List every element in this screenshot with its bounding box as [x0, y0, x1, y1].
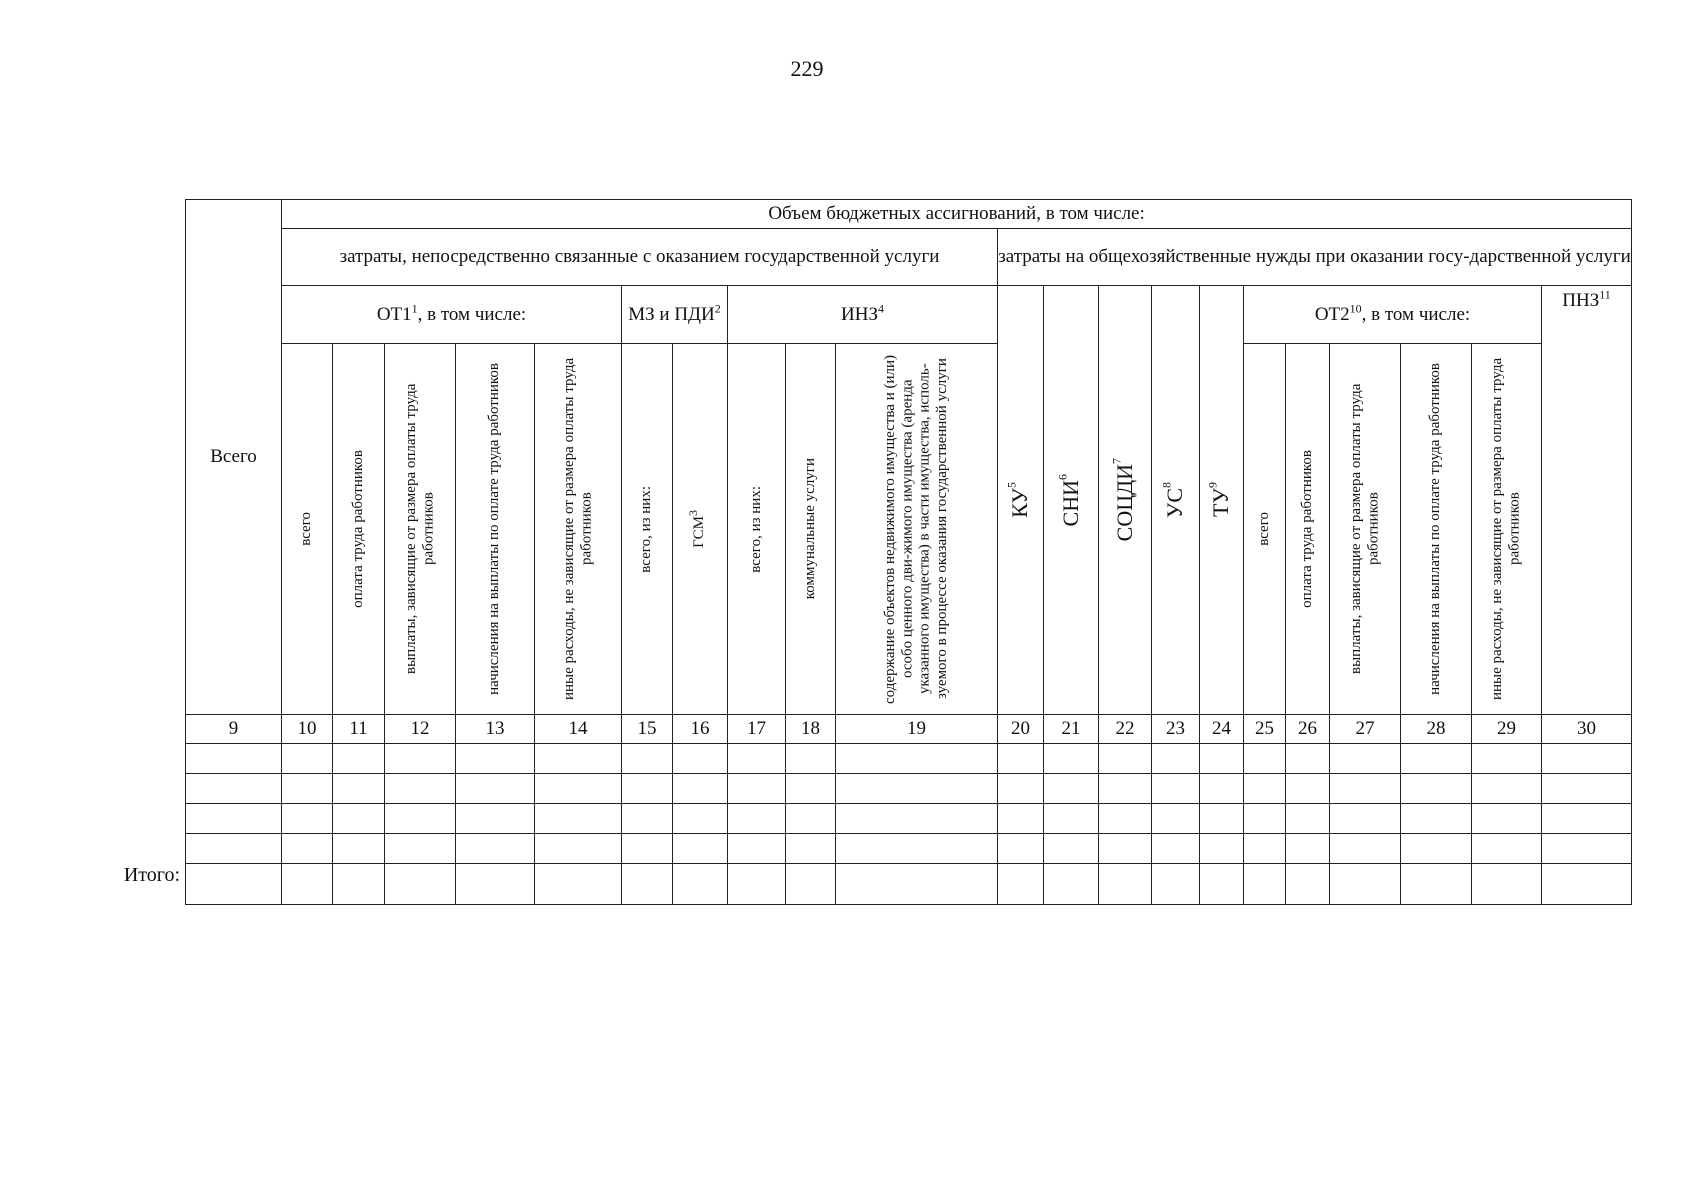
page-number: 229	[790, 56, 824, 81]
table-row	[186, 804, 1632, 834]
total-row-label: Итого:	[123, 864, 180, 886]
col-number: 16	[673, 715, 728, 744]
total-row	[186, 864, 1632, 905]
col-number: 12	[385, 715, 456, 744]
col-number: 21	[1044, 715, 1099, 744]
col-number: 10	[282, 715, 333, 744]
col-number: 23	[1152, 715, 1200, 744]
direct-costs-header: затраты, непосредственно связанные с оказанием государственной услуги	[282, 229, 998, 286]
sotsdi-header: СОЦДИ$^7$	[1099, 286, 1152, 715]
col-number: 11	[333, 715, 385, 744]
tu-header: $ТУ^9$	[1200, 286, 1244, 715]
col-number: 26	[1286, 715, 1330, 744]
mz-all-header: всего, из них:	[622, 344, 673, 715]
col-number: 20	[998, 715, 1044, 744]
pnz-header: ПНЗ$^{11}$	[1542, 286, 1632, 715]
col-number: 28	[1401, 715, 1472, 744]
col-number: 9	[186, 715, 282, 744]
inz-property-header: содержание объектов недвижимого имущества и (или) особо ценного дви-жимого имущества (аренда указанного имущества) в части имущества, исполь-зуемого в процессе оказания государственной услуги	[836, 344, 998, 715]
budget-allocation-table	[185, 199, 1632, 905]
col-number: 15	[622, 715, 673, 744]
col-number: 13	[456, 715, 535, 744]
column-number-row	[186, 715, 1632, 744]
ot2-header: $ОТ2^{10}$, в том числе:	[1244, 286, 1542, 344]
inz-header: ИНЗ$^4$	[728, 286, 998, 344]
table-row	[186, 774, 1632, 804]
table-row	[186, 834, 1632, 864]
sni-header: СНИ$^6$	[1044, 286, 1099, 715]
col-number: 24	[1200, 715, 1244, 744]
general-costs-header: затраты на общехозяйственные нужды при оказании госу-дарственной услуги	[998, 229, 1632, 286]
ot1-depend-header: выплаты, зависящие от размера оплаты труда работников	[385, 344, 456, 715]
ot1-accrual-header: начисления на выплаты по оплате труда работников	[456, 344, 535, 715]
col-number: 27	[1330, 715, 1401, 744]
col-number: 30	[1542, 715, 1632, 744]
ot2-other-header: иные расходы, не зависящие от размера оплаты труда работников	[1472, 344, 1542, 715]
ot2-pay-header: оплата труда работников	[1286, 344, 1330, 715]
mz-gsm-header: ГСМ$^3$	[673, 344, 728, 715]
ku-header: $КУ^5$	[998, 286, 1044, 715]
us-header: $УС^8$	[1152, 286, 1200, 715]
ot2-depend-header: выплаты, зависящие от размера оплаты труда работников	[1330, 344, 1401, 715]
col-number: 22	[1099, 715, 1152, 744]
inz-utilities-header: коммунальные услуги	[786, 344, 836, 715]
mz-pdi-header: МЗ и ПДИ$^2$	[622, 286, 728, 344]
total-column-header: Всего	[186, 200, 282, 715]
ot1-all-header: всего	[282, 344, 333, 715]
col-number: 14	[535, 715, 622, 744]
col-number: 29	[1472, 715, 1542, 744]
ot1-header: $ОТ1^1$, в том числе:	[282, 286, 622, 344]
ot1-other-header: иные расходы, не зависящие от размера оплаты труда работников	[535, 344, 622, 715]
table-row	[186, 744, 1632, 774]
col-number: 25	[1244, 715, 1286, 744]
inz-all-header: всего, из них:	[728, 344, 786, 715]
ot2-all-header: всего	[1244, 344, 1286, 715]
ot1-pay-header: оплата труда работников	[333, 344, 385, 715]
budget-header: Объем бюджетных ассигнований, в том числе:	[282, 200, 1632, 229]
col-number: 19	[836, 715, 998, 744]
col-number: 17	[728, 715, 786, 744]
ot2-accrual-header: начисления на выплаты по оплате труда работников	[1401, 344, 1472, 715]
col-number: 18	[786, 715, 836, 744]
